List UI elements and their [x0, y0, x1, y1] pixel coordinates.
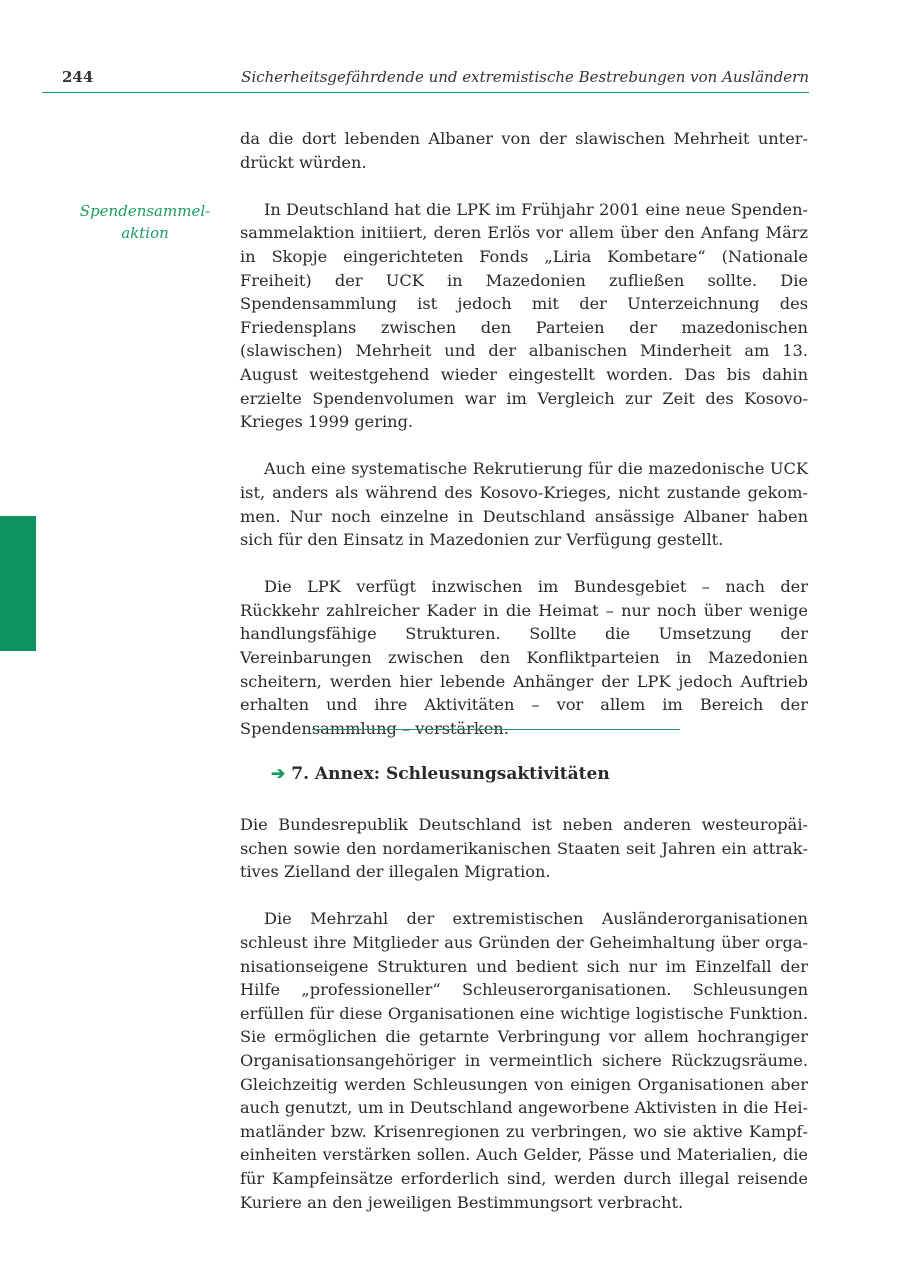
paragraph: da die dort lebenden Albaner von der slawischen Mehrheit unterdrückt würden. [240, 129, 808, 172]
arrow-right-icon: ➔ [271, 764, 286, 784]
margin-note-line-2: aktion [121, 224, 169, 242]
paragraph: Die Mehrzahl der extremistischen Ausländerorganisationen schleust ihre Mitglieder aus Gründen der Geheimhaltung über organisationseigene Strukturen und bedient sich nur im Einzelfall der Hilfe „professioneller“ Schleuserorganisationen. Schleusungen erfüllen für diese Organisationen eine wichtige logistische Funktion. Sie ermöglichen die getarnte Verbringung vor allem hochrangiger Organisationsangehöriger in vermeintlich sichere Rückzugsräume. Gleichzeitig werden Schleusungen von einigen Organisationen aber auch genutzt, um in Deutschland angeworbene Aktivisten in die Heimatländer bzw. Krisenregionen zu verbringen, wo sie aktive Kampfeinheiten verstärken sollen. Auch Gelder, Pässe und Materialien, die für Kampfeinsätze erforderlich sind, werden durch illegal reisende Kuriere an den jeweiligen Bestimmungsort verbracht. [240, 909, 808, 1212]
chapter-thumb-tab [0, 516, 36, 651]
section-heading [271, 764, 610, 784]
margin-note [70, 200, 220, 244]
paragraph: Die LPK verfügt inzwischen im Bundesgebiet – nach der Rückkehr zahlreicher Kader in die Heimat – nur noch über wenige handlungsfähige Strukturen. Sollte die Umsetzung der Vereinbarungen zwischen den Konfliktparteien in Mazedonien scheitern, werden hier lebende Anhänger der LPK jedoch Auftrieb erhalten und ihre Aktivitäten – vor allem im Bereich der Spendensammlung – verstärken. [240, 577, 808, 738]
section-divider [312, 729, 680, 730]
paragraph: Die Bundesrepublik Deutschland ist neben anderen westeuropäischen sowie den nordamerikanischen Staaten seit Jahren ein attraktives Zielland der illegalen Migration. [240, 815, 808, 882]
paragraph: In Deutschland hat die LPK im Frühjahr 2001 eine neue Spendensammelaktion initiiert, deren Erlös vor allem über den Anfang März in Skopje eingerichteten Fonds „Liria Kombetare“ (Nationale Freiheit) der UCK in Mazedonien zufließen sollte. Die Spendensammlung ist jedoch mit der Unterzeichnung des Friedensplans zwischen den Parteien der mazedonischen (slawischen) Mehrheit und der albanischen Minderheit am 13. August weitestgehend wieder eingestellt worden. Das bis dahin erzielte Spendenvolumen war im Vergleich zur Zeit des Kosovo-Krieges 1999 gering. [240, 199, 808, 432]
section-two-text [240, 813, 808, 1238]
running-title: Sicherheitsgefährdende und extremistische Bestrebungen von Ausländern [241, 68, 809, 86]
page-header [42, 66, 809, 93]
page-number: 244 [62, 68, 94, 86]
section-heading-text: 7. Annex: Schleusungsaktivitäten [291, 764, 610, 784]
section-one-text [240, 127, 808, 764]
paragraph: Auch eine systematische Rekrutierung für die mazedonische UCK ist, anders als während des Kosovo-Krieges, nicht zustande gekommen. Nur noch einzelne in Deutschland ansässige Albaner haben sich für den Einsatz in Mazedonien zur Verfügung gestellt. [240, 459, 808, 550]
margin-note-line-1: Spendensammel- [79, 202, 211, 220]
